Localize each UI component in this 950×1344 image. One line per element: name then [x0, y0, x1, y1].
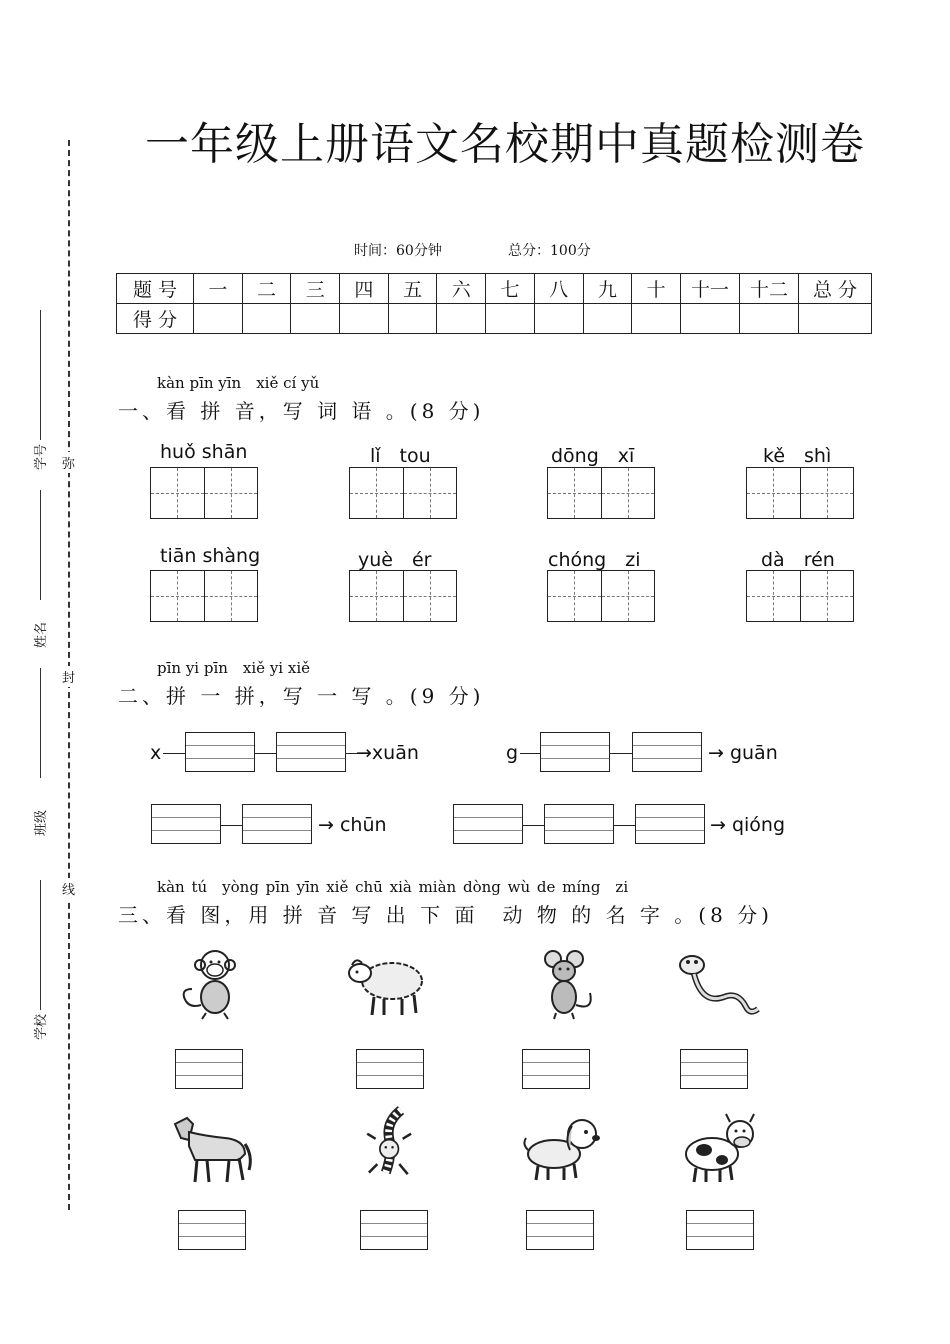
table-cell: 十一: [681, 274, 740, 304]
animal-name-box[interactable]: [360, 1210, 428, 1250]
pinyin-writing-box[interactable]: [540, 732, 610, 772]
connector-line: [163, 753, 185, 754]
table-cell: 三: [291, 274, 340, 304]
score-cell[interactable]: [799, 304, 872, 334]
monkey-icon: [170, 945, 260, 1021]
tianzige-box[interactable]: [547, 467, 655, 519]
score-cell[interactable]: [486, 304, 535, 334]
result-syllable: → guān: [708, 742, 778, 764]
score-cell[interactable]: [681, 304, 740, 334]
tianzige-box[interactable]: [150, 570, 258, 622]
connector-line: [520, 753, 540, 754]
tianzige-box[interactable]: [746, 467, 854, 519]
table-cell: 十二: [740, 274, 799, 304]
name-line[interactable]: [40, 490, 41, 600]
pinyin-writing-box[interactable]: [544, 804, 614, 844]
page-title: 一年级上册语文名校期中真题检测卷: [145, 119, 865, 170]
table-cell: 二: [242, 274, 291, 304]
score-cell[interactable]: [388, 304, 437, 334]
word-pinyin: tiān shàng: [160, 545, 261, 567]
seal-char: 封: [62, 666, 75, 687]
school-line[interactable]: [40, 880, 41, 1010]
q3-heading: 三、看 图，用 拼 音 写 出 下 面 动 物 的 名 字 。(8 分): [118, 903, 773, 927]
tianzige-box[interactable]: [349, 467, 457, 519]
name-label: 姓名: [34, 621, 49, 648]
word-pinyin: chóng zi: [548, 549, 641, 571]
score-table-score-row: [117, 304, 872, 334]
q3-pinyin: kàn tú yòng pīn yīn xiě chū xià miàn dòng wù de míng zi: [157, 878, 629, 896]
tianzige-box[interactable]: [547, 570, 655, 622]
word-pinyin: yuè ér: [358, 549, 432, 571]
connector-line: [221, 825, 242, 826]
seal-char: 弥: [62, 452, 75, 473]
table-cell: 十: [632, 274, 681, 304]
animal-name-box[interactable]: [522, 1049, 590, 1089]
word-pinyin: lǐ tou: [370, 445, 431, 467]
total-score: 总分：100分: [508, 243, 591, 259]
table-cell: 八: [534, 274, 583, 304]
pinyin-writing-box[interactable]: [453, 804, 523, 844]
q2-pinyin: pīn yi pīn xiě yi xiě: [157, 659, 311, 677]
score-table: [116, 273, 872, 334]
pinyin-writing-box[interactable]: [242, 804, 312, 844]
pinyin-writing-box[interactable]: [276, 732, 346, 772]
q1-heading: 一、看 拼 音，写 词 语 。(8 分): [118, 399, 485, 423]
snake-icon: [672, 945, 762, 1021]
connector-line: [610, 753, 632, 754]
pinyin-writing-box[interactable]: [632, 732, 702, 772]
mouse-icon: [520, 945, 610, 1021]
table-cell: 一: [194, 274, 243, 304]
student-id-label: 学号: [34, 443, 49, 470]
table-cell: 七: [486, 274, 535, 304]
initial-letter: g: [506, 742, 519, 764]
tiger-icon: [345, 1105, 435, 1181]
q1-pinyin: kàn pīn yīn xiě cí yǔ: [157, 374, 320, 392]
animal-name-box[interactable]: [686, 1210, 754, 1250]
sheep-icon: [340, 945, 430, 1021]
class-label: 班级: [34, 809, 49, 836]
animal-name-box[interactable]: [526, 1210, 594, 1250]
dog-icon: [518, 1110, 608, 1186]
pinyin-writing-box[interactable]: [635, 804, 705, 844]
result-syllable: →xuān: [356, 742, 419, 764]
word-pinyin: huǒ shān: [160, 441, 248, 463]
animal-name-box[interactable]: [356, 1049, 424, 1089]
time-limit: 时间：60分钟: [354, 243, 442, 259]
score-cell[interactable]: [740, 304, 799, 334]
table-cell: 总 分: [799, 274, 872, 304]
score-cell[interactable]: [291, 304, 340, 334]
tianzige-box[interactable]: [746, 570, 854, 622]
horse-icon: [165, 1110, 255, 1186]
pinyin-writing-box[interactable]: [185, 732, 255, 772]
table-cell: 得 分: [117, 304, 194, 334]
initial-letter: x: [150, 742, 162, 764]
score-cell[interactable]: [242, 304, 291, 334]
score-table-header-row: [117, 274, 872, 304]
seal-char: 线: [62, 878, 75, 899]
score-cell[interactable]: [340, 304, 389, 334]
word-pinyin: dà rén: [761, 549, 835, 571]
result-syllable: → qióng: [710, 814, 786, 836]
cow-icon: [676, 1110, 766, 1186]
table-cell: 九: [583, 274, 632, 304]
score-cell[interactable]: [583, 304, 632, 334]
table-cell: 六: [437, 274, 486, 304]
connector-line: [255, 753, 276, 754]
class-line[interactable]: [40, 668, 41, 778]
table-cell: 五: [388, 274, 437, 304]
animal-name-box[interactable]: [178, 1210, 246, 1250]
table-cell: 题 号: [117, 274, 194, 304]
score-cell[interactable]: [194, 304, 243, 334]
school-label: 学校: [34, 1013, 49, 1040]
table-cell: 四: [340, 274, 389, 304]
animal-name-box[interactable]: [680, 1049, 748, 1089]
tianzige-box[interactable]: [349, 570, 457, 622]
score-cell[interactable]: [437, 304, 486, 334]
score-cell[interactable]: [534, 304, 583, 334]
connector-line: [614, 825, 635, 826]
student-id-line[interactable]: [40, 310, 41, 440]
connector-line: [523, 825, 544, 826]
animal-name-box[interactable]: [175, 1049, 243, 1089]
score-cell[interactable]: [632, 304, 681, 334]
q2-heading: 二、拼 一 拼，写 一 写 。(9 分): [118, 684, 485, 708]
result-syllable: → chūn: [318, 814, 387, 836]
word-pinyin: kě shì: [763, 445, 832, 467]
tianzige-box[interactable]: [150, 467, 258, 519]
pinyin-writing-box[interactable]: [151, 804, 221, 844]
word-pinyin: dōng xī: [551, 445, 635, 467]
